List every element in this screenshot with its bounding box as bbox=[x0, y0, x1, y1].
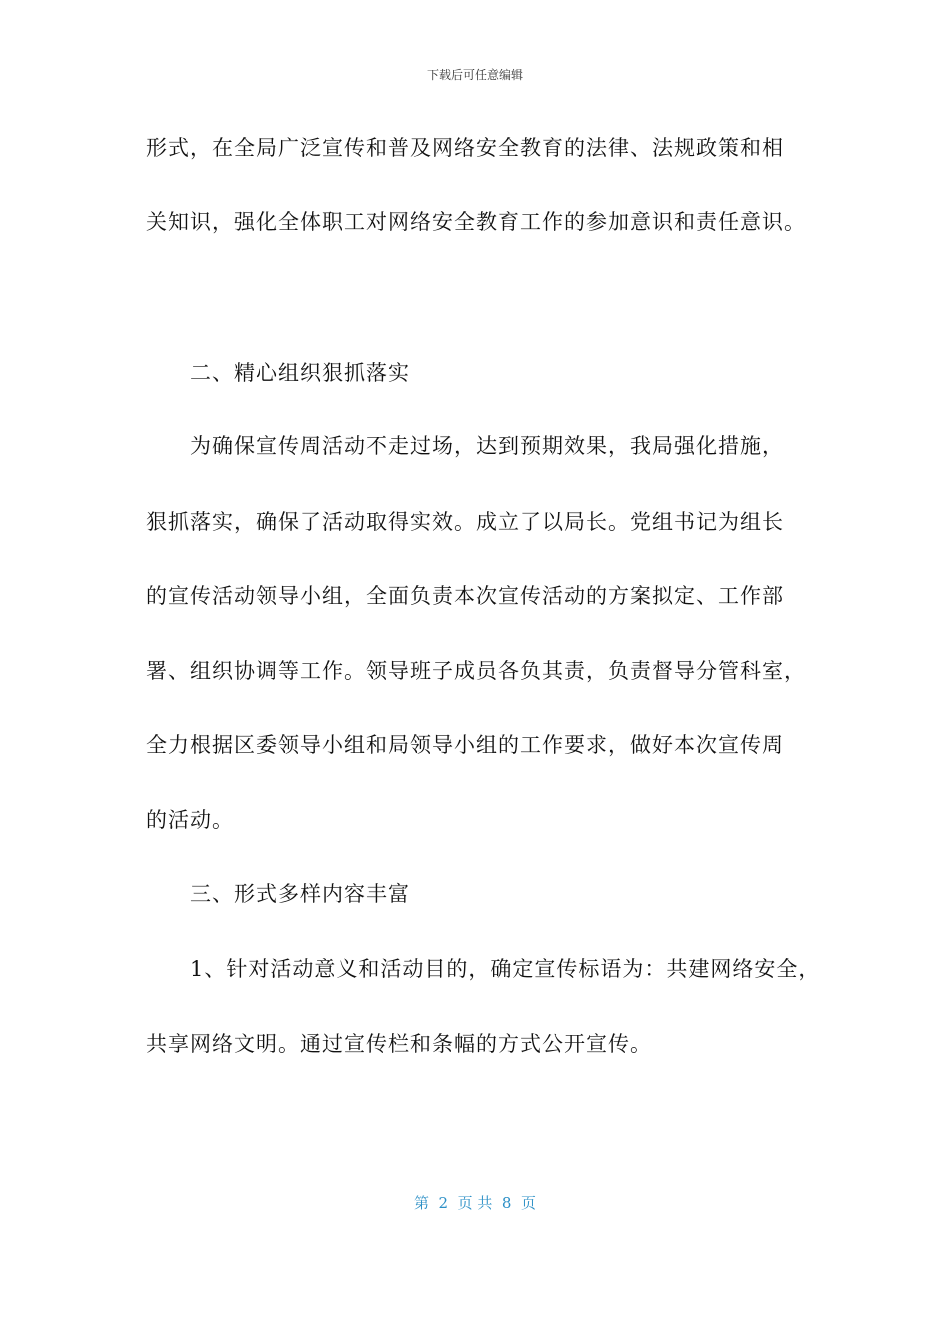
paragraph-line: 署、组织协调等工作。领导班子成员各负其责，负责督导分管科室， bbox=[146, 659, 806, 683]
paragraph-line: 关知识，强化全体职工对网络安全教育工作的参加意识和责任意识。 bbox=[146, 210, 806, 234]
paragraph-line: 的宣传活动领导小组，全面负责本次宣传活动的方案拟定、工作部 bbox=[146, 584, 784, 608]
section-heading: 二、精心组织狠抓落实 bbox=[190, 361, 410, 385]
paragraph-line: 1、针对活动意义和活动目的，确定宣传标语为：共建网络安全， bbox=[190, 957, 821, 981]
paragraph-line: 共享网络文明。通过宣传栏和条幅的方式公开宣传。 bbox=[146, 1032, 652, 1056]
page-footer: 第 2 页 共 8 页 bbox=[414, 1194, 536, 1212]
paragraph-line: 的活动。 bbox=[146, 808, 234, 832]
section-heading: 三、形式多样内容丰富 bbox=[190, 882, 410, 906]
paragraph-line: 全力根据区委领导小组和局领导小组的工作要求，做好本次宣传周 bbox=[146, 733, 784, 757]
paragraph-line: 形式，在全局广泛宣传和普及网络安全教育的法律、法规政策和相 bbox=[146, 136, 784, 160]
paragraph-line: 狠抓落实，确保了活动取得实效。成立了以局长。党组书记为组长 bbox=[146, 510, 784, 534]
paragraph-line: 为确保宣传周活动不走过场，达到预期效果，我局强化措施， bbox=[190, 434, 784, 458]
page-header: 下载后可任意编辑 bbox=[426, 68, 523, 82]
